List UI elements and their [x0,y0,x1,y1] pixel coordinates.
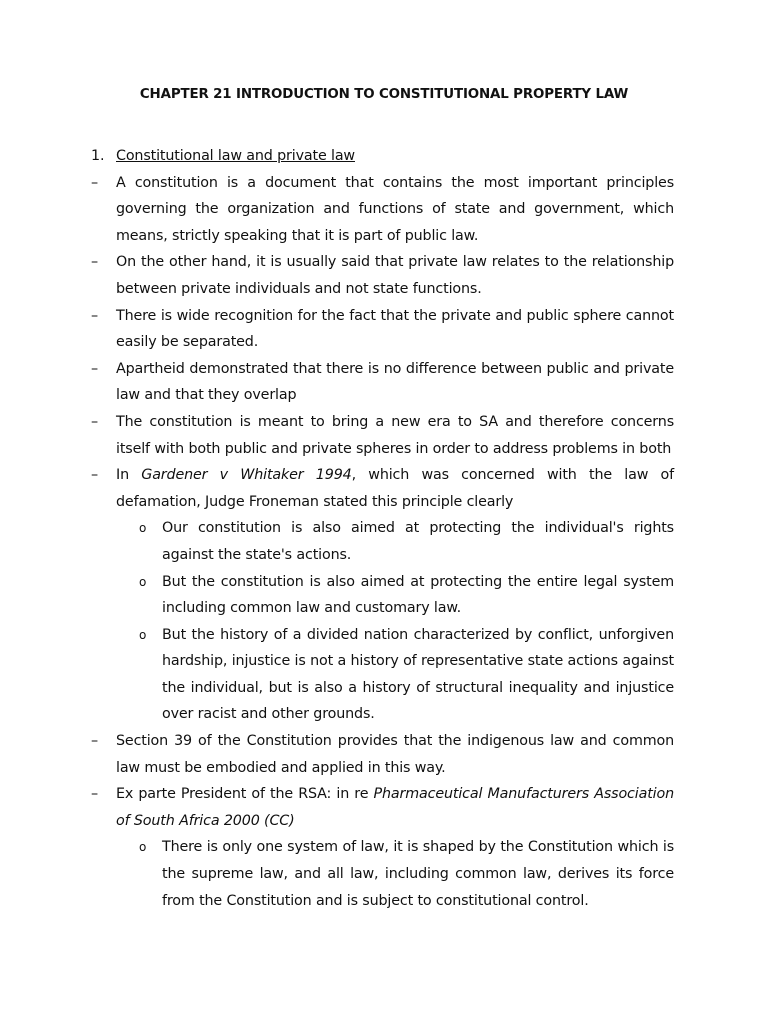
bullet-text: On the other hand, it is usually said that private law relates to the relationship between private individuals and not state functions. [116,254,674,297]
dash-marker: – [91,467,98,484]
section-heading [91,143,674,170]
sub-bullet-item [91,622,674,728]
bullet-text: Apartheid demonstrated that there is no difference between public and private law and that they overlap [116,360,674,404]
sub-bullet-text: But the history of a divided nation characterized by conflict, unforgiven hardship, injustice is not a history of representative state actions against the individual, but is also a history of structural inequality and injustice over racist and other grounds. [162,626,674,723]
bullet-text-suffix: , which was concerned with the law of defamation, Judge Froneman stated this principle clearly [116,467,675,510]
sub-bullet-item [91,569,674,622]
dash-marker: – [91,786,98,803]
bullet-text-prefix: Ex parte President of the RSA: in re [116,786,374,803]
sub-bullet-text: But the constitution is also aimed at protecting the entire legal system including common law and customary law. [162,573,674,617]
bullet-text: Section 39 of the Constitution provides that the indigenous law and common law must be embodied and applied in this way. [116,733,674,776]
case-citation: Gardener v Whitaker 1994 [141,467,352,484]
bullet-item [91,303,674,356]
sub-bullet-text: Our constitution is also aimed at protecting the individual's rights against the state's actions. [162,520,674,563]
dash-marker: – [91,413,98,430]
dash-marker: – [91,360,98,377]
case-citation: Pharmaceutical Manufacturers Association of South Africa 2000 (CC) [116,786,674,829]
sub-bullet-item [91,834,674,914]
circle-marker: o [139,521,147,536]
document-body [91,143,674,914]
bullet-item [91,728,674,781]
bullet-item [91,356,674,409]
bullet-item [91,781,674,834]
bullet-text-prefix: In [116,467,142,484]
sub-bullet-text: There is only one system of law, it is shaped by the Constitution which is the supreme law, and all law, including common law, derives its force from the Constitution and is subject to constitutional control. [162,839,674,909]
dash-marker: – [91,307,98,324]
bullet-item [91,249,674,302]
bullet-text: A constitution is a document that contains the most important principles governing the organization and functions of state and government, which means, strictly speaking that it is part of public law. [116,174,674,244]
chapter-title: CHAPTER 21 INTRODUCTION TO CONSTITUTIONAL PROPERTY LAW [139,87,629,102]
dash-marker: – [91,733,98,750]
section-heading-text: Constitutional law and private law [116,148,355,164]
circle-marker: o [139,840,147,855]
bullet-item [91,462,674,515]
bullet-item [91,170,674,250]
dash-marker: – [91,174,98,191]
bullet-text: There is wide recognition for the fact that the private and public sphere cannot easily be separated. [116,307,674,351]
bullet-text: The constitution is meant to bring a new era to SA and therefore concerns itself with both public and private spheres in order to address problems in both [116,413,674,457]
circle-marker: o [139,627,147,642]
circle-marker: o [139,574,147,589]
section-number: 1. [91,148,105,164]
dash-marker: – [91,254,98,271]
sub-bullet-item [91,515,674,568]
bullet-item [91,409,674,462]
